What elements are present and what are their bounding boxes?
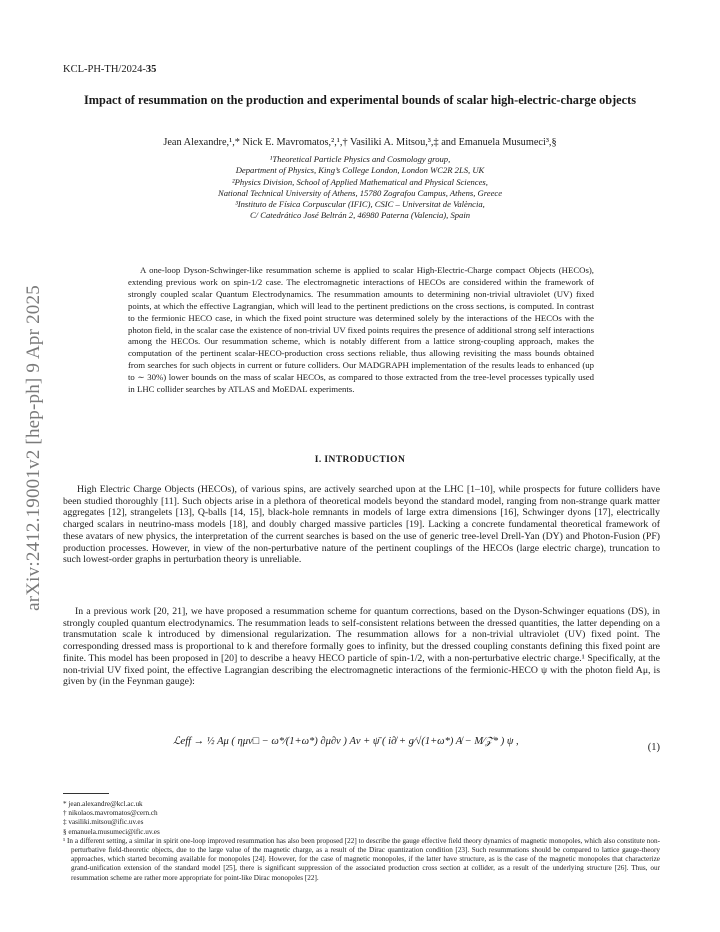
footnote-1: ¹ In a different setting, a similar in spirit one-loop improved resummation has also been proposed [22] to describe the gauge effective field theory dynamics of magnetic monopoles, which also constitute non-perturbative field-theoretic objects, due to the large value of the magnetic charge, as a result of the Dirac quantization condition [23]. Such resummations should be compared to lattice gauge-theory approaches, which started becoming available for monopoles [24]. However, for the case of magnetic monopoles, if the latter have structure, as is the case of the magnetic monopoles that characterize grand-unification extension of the standard model [25], there is significant suppression of the associated production cross section at collider, as a result of the underlying structure [26]. Thus, our resummation scheme are rather more appropriate for point-like Dirac monopoles [22]. [63,836,660,882]
affiliation-line: ²Physics Division, School of Applied Mathematical and Physical Sciences, [232,176,488,187]
equation-1 [63,730,660,766]
author-list: Jean Alexandre,¹,* Nick E. Mavromatos,²,¹,† Vasiliki A. Mitsou,³,‡ and Emanuela Musumeci³,§ [163,137,557,148]
affiliation-line: ³Instituto de Física Corpuscular (IFIC), CSIC – Universitat de València, [235,199,485,210]
paper-title: Impact of resummation on the production and experimental bounds of scalar high-electric-charge objects [84,93,636,107]
intro-paragraph-1: High Electric Charge Objects (HECOs), of various spins, are actively searched upon at the LHC [1–10], while prospects for future colliders have been studied thoroughly [11]. Such objects arise in a plethora of theoretical models beyond the standard model, ranging from non-strange quark matter aggregates [12], strangelets [13], Q-balls [14, 15], black-hole remnants in models of large extra dimensions [16], Schwinger dyons [17], electrically charged scalars in neutrino-mass models [18], and doubly charged massive particles [19]. Lacking a concrete fundamental theoretical framework of these avatars of new physics, the interpretation of the current searches is based on the use of generic tree-level Drell-Yan (DY) and Photon-Fusion (PF) production processes. However, in view of the non-perturbative nature of the pertinent couplings of the HECOs (large electric charge), truncation to such lowest-order graphs in perturbation theory is unreliable. [63,484,660,566]
affiliation-line: ¹Theoretical Particle Physics and Cosmology group, [269,154,451,164]
equation-number: (1) [647,742,660,753]
footnote-email-alexandre[interactable]: * jean.alexandre@kcl.ac.uk [63,800,143,808]
intro-paragraph-2: In a previous work [20, 21], we have proposed a resummation scheme for quantum corrections, based on the Dyson-Schwinger equations (DS), in strongly coupled quantum electrodynamics. The resummation leads to self-consistent relations between the dressed quantities, the latter depending on a transmutation scale k introduced by dimensional regularization. The resummation allows for a non-trivial ultraviolet (UV) fixed point. The corresponding dressed mass is proportional to k and therefore formally goes to infinity, but the dressed coupling constants defining this fixed point are finite. This model has been proposed in [20] to describe a heavy HECO particle of spin-1/2, with a non-perturbative electric charge.¹ Specifically, at the non-trivial UV fixed point, the effective Lagrangian describing the electromagnetic interactions of the fermionic-HECO ψ with the photon field Aμ, is given by (in the Feynman gauge): [63,606,660,688]
report-prefix: KCL-PH-TH/2024- [63,64,146,75]
section-heading-introduction: I. INTRODUCTION [314,455,406,465]
arxiv-sidebar [14,248,54,648]
report-number [63,64,156,75]
affiliation-line: C/ Catedrático José Beltrán 2, 46980 Paterna (Valencia), Spain [249,210,471,221]
footnote-email-musumeci[interactable]: § emanuela.musumeci@ific.uv.es [63,827,160,836]
report-number-value: 35 [145,64,157,75]
affiliation-line: National Technical University of Athens, 15780 Zografou Campus, Athens, Greece [217,187,503,198]
affiliation-line: Department of Physics, King’s College London, London WC2R 2LS, UK [235,165,485,176]
footnote-rule [63,793,109,794]
footnotes [63,800,660,883]
abstract: A one-loop Dyson-Schwinger-like resummation scheme is applied to scalar High-Electric-Charge compact Objects (HECOs), extending previous work on spin-1/2 case. The electromagnetic interactions of HECOs are considered within the framework of strongly coupled scalar Quantum Electrodynamics. The resummation amounts to determining non-trivial ultraviolet (UV) fixed points, at which the effective Lagrangian, which will lead to the pertinent predictions on the cross sections, is computed. In contrast to the fermionic HECO case, in which the fixed point structure was determined solely by the interactions of the HECOs with the photon field, in the scalar case the existence of non-trivial UV fixed points requires the presence of additional strong self interactions among the HECOs. Our resummation scheme, which is notably different from a lattice strong-coupling approach, makes the computation of the pertinent scalar-HECO-production cross sections reliable, thus allowing revisiting the mass bounds obtained from searches for such objects in current or future colliders. Our MADGRAPH implementation of the results leads to enhanced (up to ∼ 30%) lower bounds on the mass of scalar HECOs, as compared to those extracted from the tree-level processes typically used in LHC collider searches by ATLAS and MoEDAL experiments. [128,265,594,395]
equation-expression: ℒeff → ½ Aμ ( ημν□ − ω*⁄(1+ω*) ∂μ∂ν ) Aν + ψ̄ ( i∂̸ + g⁄√(1+ω*) A̸ − M⁄𝒵* ) ψ , [173,736,519,747]
footnote-email-mitsou[interactable]: ‡ vasiliki.mitsou@ific.uv.es [63,818,144,827]
affiliations [100,154,620,222]
footnote-email-mavromatos[interactable]: † nikolaos.mavromatos@cern.ch [63,809,158,818]
arxiv-identifier[interactable]: arXiv:2412.19001v2 [hep-ph] 9 Apr 2025 [23,285,44,611]
